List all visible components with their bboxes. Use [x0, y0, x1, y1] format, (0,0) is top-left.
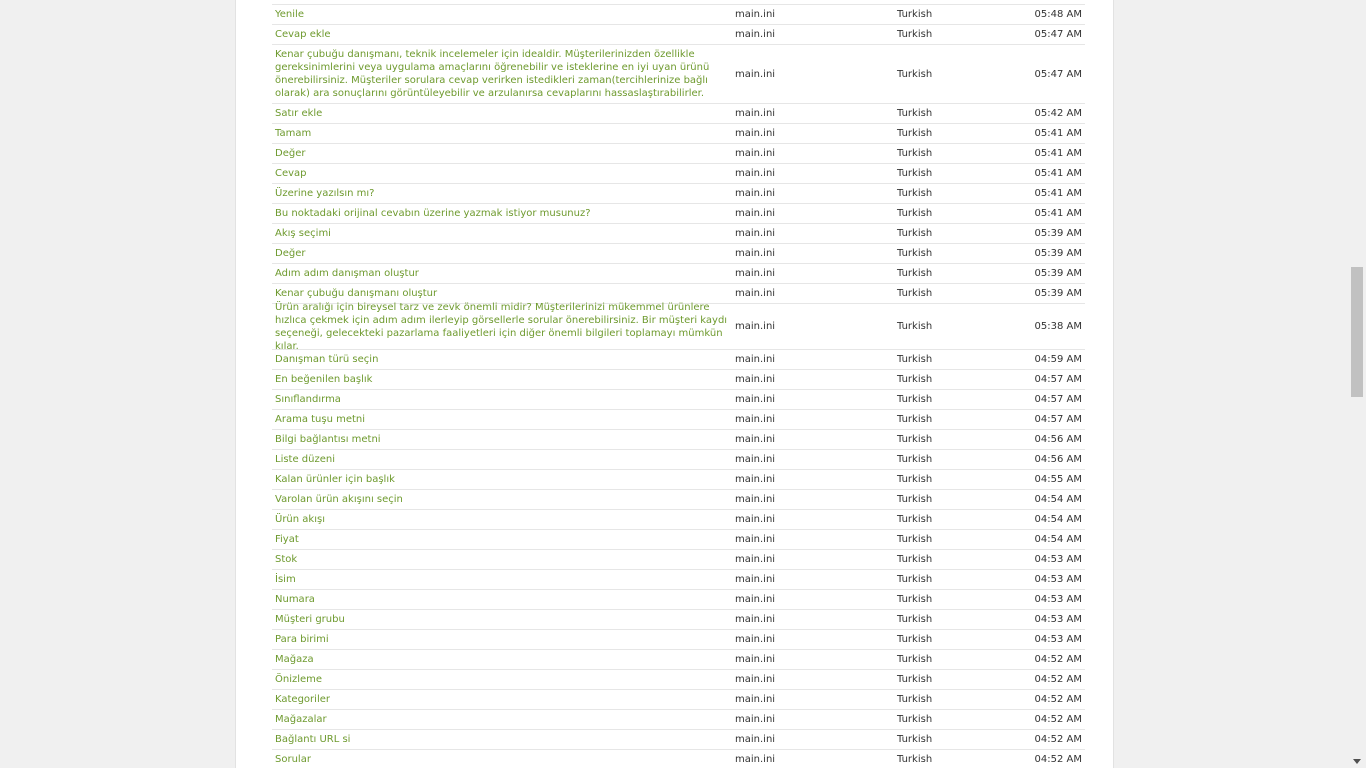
language-cell: Turkish: [897, 754, 933, 765]
translation-text-link[interactable]: Fiyat: [275, 534, 299, 545]
language-cell: Turkish: [897, 268, 933, 279]
file-cell: main.ini: [735, 434, 776, 445]
file-cell: main.ini: [735, 188, 776, 199]
translation-text-link[interactable]: Mağazalar: [275, 714, 327, 725]
time-cell: 04:52 AM: [1034, 654, 1082, 665]
language-cell: Turkish: [897, 108, 933, 119]
translation-text-link[interactable]: Ürün akışı: [275, 514, 325, 525]
language-cell: Turkish: [897, 714, 933, 725]
time-cell: 04:52 AM: [1034, 674, 1082, 685]
translation-text-link[interactable]: Varolan ürün akışını seçin: [275, 494, 403, 505]
language-cell: Turkish: [897, 434, 933, 445]
table-row: [272, 490, 1085, 510]
language-cell: Turkish: [897, 474, 933, 485]
file-cell: main.ini: [735, 9, 776, 20]
time-cell: 04:52 AM: [1034, 754, 1082, 765]
table-row: [272, 370, 1085, 390]
table-row: [272, 390, 1085, 410]
file-cell: main.ini: [735, 29, 776, 40]
time-cell: 04:57 AM: [1034, 414, 1082, 425]
language-cell: Turkish: [897, 654, 933, 665]
time-cell: 05:41 AM: [1034, 208, 1082, 219]
time-cell: 05:39 AM: [1034, 268, 1082, 279]
file-cell: main.ini: [735, 228, 776, 239]
translation-text-link[interactable]: Müşteri grubu: [275, 614, 345, 625]
table-row: [272, 45, 1085, 104]
table-row: [272, 25, 1085, 45]
translation-text-link[interactable]: Cevap ekle: [275, 29, 331, 40]
table-row: [272, 301, 1085, 352]
translation-text-link[interactable]: Sınıflandırma: [275, 394, 341, 405]
time-cell: 04:56 AM: [1034, 454, 1082, 465]
language-cell: Turkish: [897, 494, 933, 505]
table-row: [272, 630, 1085, 650]
table-row: [272, 710, 1085, 730]
file-cell: main.ini: [735, 494, 776, 505]
file-cell: main.ini: [735, 614, 776, 625]
language-cell: Turkish: [897, 354, 933, 365]
translation-text-link[interactable]: Stok: [275, 554, 298, 565]
file-cell: main.ini: [735, 594, 776, 605]
translation-text-link[interactable]: Numara: [275, 594, 315, 605]
language-cell: Turkish: [897, 554, 933, 565]
language-cell: Turkish: [897, 674, 933, 685]
file-cell: main.ini: [735, 208, 776, 219]
translation-text-link[interactable]: Para birimi: [275, 634, 329, 645]
file-cell: main.ini: [735, 534, 776, 545]
table-row: [272, 610, 1085, 630]
time-cell: 04:53 AM: [1034, 614, 1082, 625]
file-cell: main.ini: [735, 321, 776, 332]
translation-text-link[interactable]: Bilgi bağlantısı metni: [275, 434, 381, 445]
translation-table: [272, 4, 1085, 768]
file-cell: main.ini: [735, 634, 776, 645]
language-cell: Turkish: [897, 634, 933, 645]
language-cell: Turkish: [897, 188, 933, 199]
time-cell: 04:54 AM: [1034, 534, 1082, 545]
translation-text-link[interactable]: Mağaza: [275, 654, 314, 665]
translation-text-link[interactable]: Kenar çubuğu danışmanı oluştur: [275, 288, 438, 299]
translation-text-link[interactable]: Adım adım danışman oluştur: [275, 268, 419, 279]
language-cell: Turkish: [897, 614, 933, 625]
table-row: [272, 204, 1085, 224]
table-row: [272, 570, 1085, 590]
language-cell: Turkish: [897, 168, 933, 179]
time-cell: 05:38 AM: [1034, 321, 1082, 332]
content-panel: [235, 0, 1114, 768]
time-cell: 04:56 AM: [1034, 434, 1082, 445]
translation-text-link[interactable]: Kenar çubuğu danışmanı, teknik incelemeler için idealdir. Müşterilerinizden özellikle gereksinimlerini veya uygulama amaçlarını öğrenebilir ve isteklerine en iyi uyan ürünü önerebilirsiniz. Müşteriler sorulara cevap verirken istedikleri zaman(tercihlerinize bağlı olarak) ara sonuçlarını görüntüleyebilir ve arzulanırsa cevaplarını hassaslaştırabilirler.: [275, 49, 710, 99]
time-cell: 04:59 AM: [1034, 354, 1082, 365]
table-row: [272, 550, 1085, 570]
time-cell: 05:39 AM: [1034, 248, 1082, 259]
table-row: [272, 650, 1085, 670]
language-cell: Turkish: [897, 148, 933, 159]
time-cell: 05:41 AM: [1034, 168, 1082, 179]
table-row: [272, 750, 1085, 768]
file-cell: main.ini: [735, 354, 776, 365]
language-cell: Turkish: [897, 288, 933, 299]
translation-text-link[interactable]: Tamam: [275, 128, 312, 139]
time-cell: 05:39 AM: [1034, 228, 1082, 239]
table-row: [272, 470, 1085, 490]
table-row: [272, 350, 1085, 370]
table-row: [272, 670, 1085, 690]
time-cell: 04:54 AM: [1034, 514, 1082, 525]
translation-text-link[interactable]: En beğenilen başlık: [275, 374, 373, 385]
file-cell: main.ini: [735, 674, 776, 685]
table-row: [272, 244, 1085, 264]
file-cell: main.ini: [735, 474, 776, 485]
translation-text-link[interactable]: Sorular: [275, 754, 311, 765]
time-cell: 04:53 AM: [1034, 634, 1082, 645]
table-row: [272, 510, 1085, 530]
vertical-scrollbar[interactable]: [1349, 0, 1366, 768]
time-cell: 04:57 AM: [1034, 374, 1082, 385]
time-cell: 04:57 AM: [1034, 394, 1082, 405]
time-cell: 05:42 AM: [1034, 108, 1082, 119]
file-cell: main.ini: [735, 148, 776, 159]
language-cell: Turkish: [897, 514, 933, 525]
time-cell: 04:53 AM: [1034, 554, 1082, 565]
file-cell: main.ini: [735, 734, 776, 745]
file-cell: main.ini: [735, 574, 776, 585]
language-cell: Turkish: [897, 694, 933, 705]
table-row: [272, 730, 1085, 750]
table-row: [272, 530, 1085, 550]
language-cell: Turkish: [897, 9, 933, 20]
translation-text-link[interactable]: Önizleme: [275, 674, 323, 685]
translation-text-link[interactable]: Arama tuşu metni: [275, 414, 366, 425]
translation-text-link[interactable]: Danışman türü seçin: [275, 354, 379, 365]
time-cell: 05:41 AM: [1034, 188, 1082, 199]
file-cell: main.ini: [735, 374, 776, 385]
language-cell: Turkish: [897, 248, 933, 259]
translation-text-link[interactable]: Bağlantı URL si: [275, 734, 351, 745]
translation-text-link[interactable]: Değer: [275, 248, 306, 259]
translation-text-link[interactable]: Değer: [275, 148, 306, 159]
language-cell: Turkish: [897, 594, 933, 605]
file-cell: main.ini: [735, 288, 776, 299]
file-cell: main.ini: [735, 128, 776, 139]
translation-text-link[interactable]: Liste düzeni: [275, 454, 336, 465]
file-cell: main.ini: [735, 248, 776, 259]
file-cell: main.ini: [735, 268, 776, 279]
file-cell: main.ini: [735, 754, 776, 765]
table-row: [272, 144, 1085, 164]
time-cell: 05:39 AM: [1034, 288, 1082, 299]
table-row: [272, 410, 1085, 430]
table-row: [272, 264, 1085, 284]
language-cell: Turkish: [897, 454, 933, 465]
translation-text-link[interactable]: Yenile: [275, 9, 304, 20]
file-cell: main.ini: [735, 414, 776, 425]
language-cell: Turkish: [897, 208, 933, 219]
language-cell: Turkish: [897, 29, 933, 40]
time-cell: 04:55 AM: [1034, 474, 1082, 485]
table-row: [272, 450, 1085, 470]
file-cell: main.ini: [735, 654, 776, 665]
scrollbar-thumb[interactable]: [1351, 267, 1363, 397]
language-cell: Turkish: [897, 574, 933, 585]
time-cell: 04:52 AM: [1034, 734, 1082, 745]
time-cell: 04:54 AM: [1034, 494, 1082, 505]
translation-text-link[interactable]: Satır ekle: [275, 108, 323, 119]
table-row: [272, 164, 1085, 184]
language-cell: Turkish: [897, 128, 933, 139]
table-row: [272, 104, 1085, 124]
table-row: [272, 590, 1085, 610]
table-row: [272, 430, 1085, 450]
table-row: [272, 5, 1085, 25]
table-row: [272, 690, 1085, 710]
language-cell: Turkish: [897, 374, 933, 385]
table-row: [272, 184, 1085, 204]
scroll-down-arrow-icon[interactable]: [1353, 759, 1361, 764]
file-cell: main.ini: [735, 394, 776, 405]
translation-text-link[interactable]: Kalan ürünler için başlık: [275, 474, 395, 485]
language-cell: Turkish: [897, 68, 933, 80]
time-cell: 05:47 AM: [1034, 68, 1082, 80]
language-cell: Turkish: [897, 321, 933, 332]
translation-text-link[interactable]: Kategoriler: [275, 694, 330, 705]
time-cell: 04:53 AM: [1034, 594, 1082, 605]
table-row: [272, 124, 1085, 144]
time-cell: 05:48 AM: [1034, 9, 1082, 20]
language-cell: Turkish: [897, 228, 933, 239]
file-cell: main.ini: [735, 454, 776, 465]
file-cell: main.ini: [735, 68, 776, 80]
time-cell: 04:53 AM: [1034, 574, 1082, 585]
file-cell: main.ini: [735, 514, 776, 525]
table-row: [272, 224, 1085, 244]
language-cell: Turkish: [897, 414, 933, 425]
translation-text-link[interactable]: Ürün aralığı için bireysel tarz ve zevk önemli midir? Müşterilerinizi mükemmel ürünlere hızlıca çekmek için adım adım ilerleyip görsellerle sorular önerebilirsiniz. Bir müşteri kaydı seçeneği, gelecekteki pazarlama faaliyetleri için diğer önemli bilgileri toplamayı mümkün kılar.: [275, 301, 728, 352]
file-cell: main.ini: [735, 694, 776, 705]
time-cell: 04:52 AM: [1034, 714, 1082, 725]
file-cell: main.ini: [735, 714, 776, 725]
time-cell: 05:41 AM: [1034, 148, 1082, 159]
translation-text-link[interactable]: İsim: [275, 574, 296, 585]
file-cell: main.ini: [735, 168, 776, 179]
translation-text-link[interactable]: Cevap: [275, 168, 307, 179]
file-cell: main.ini: [735, 108, 776, 119]
language-cell: Turkish: [897, 394, 933, 405]
time-cell: 05:47 AM: [1034, 29, 1082, 40]
file-cell: main.ini: [735, 554, 776, 565]
language-cell: Turkish: [897, 734, 933, 745]
translation-text-link[interactable]: Bu noktadaki orijinal cevabın üzerine yazmak istiyor musunuz?: [275, 208, 591, 219]
time-cell: 04:52 AM: [1034, 694, 1082, 705]
translation-text-link[interactable]: Üzerine yazılsın mı?: [275, 188, 375, 199]
time-cell: 05:41 AM: [1034, 128, 1082, 139]
language-cell: Turkish: [897, 534, 933, 545]
translation-text-link[interactable]: Akış seçimi: [275, 228, 331, 239]
